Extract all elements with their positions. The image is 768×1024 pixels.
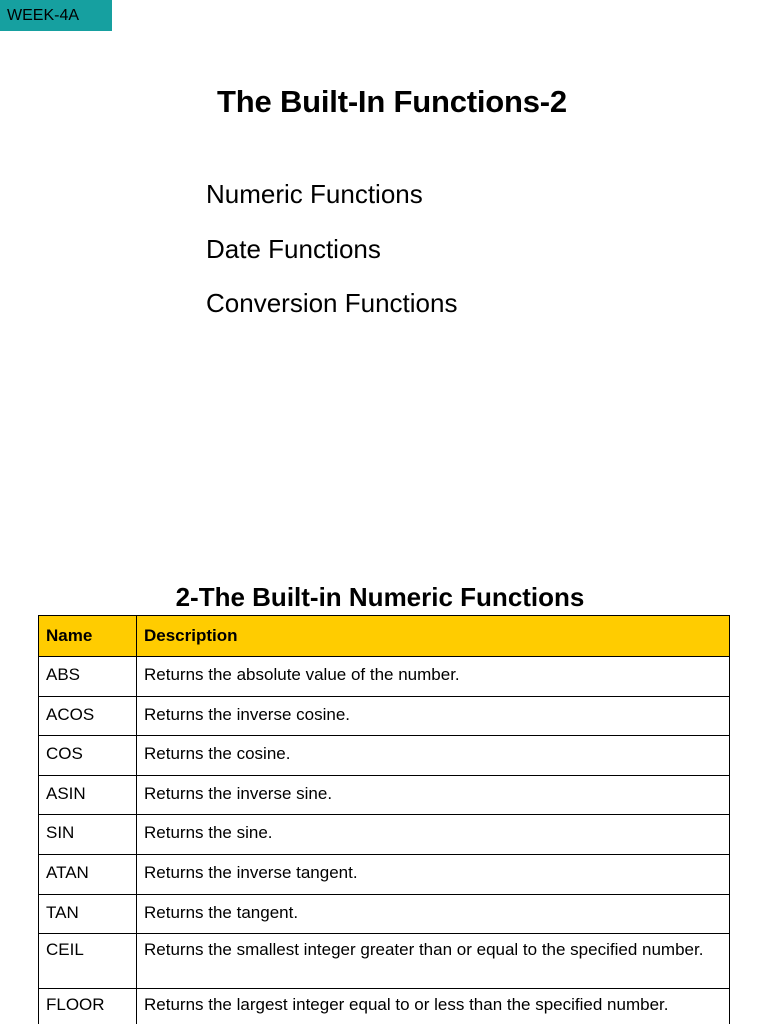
function-description: Returns the largest integer equal to or less than the specified number.: [137, 989, 730, 1024]
table-row: [39, 657, 730, 697]
topic-item-conversion: Conversion Functions: [206, 288, 458, 318]
week-tag: WEEK-4A: [0, 0, 112, 31]
function-description: Returns the inverse tangent.: [137, 854, 730, 894]
function-description: Returns the sine.: [137, 815, 730, 855]
function-name: SIN: [39, 815, 137, 855]
function-description: Returns the inverse sine.: [137, 775, 730, 815]
function-name: ATAN: [39, 854, 137, 894]
table-row: [39, 775, 730, 815]
function-name: FLOOR: [39, 989, 137, 1024]
table-row: [39, 696, 730, 736]
table-row: [39, 815, 730, 855]
table-row: [39, 854, 730, 894]
function-name: TAN: [39, 894, 137, 934]
function-description: Returns the smallest integer greater than or equal to the specified number.: [137, 934, 730, 989]
section-title: 2-The Built-in Numeric Functions: [175, 582, 585, 612]
table-row: [39, 989, 730, 1024]
column-header-description: Description: [137, 616, 730, 657]
functions-table: [38, 615, 730, 1024]
topic-item-date: Date Functions: [206, 233, 381, 264]
table-header-row: [39, 616, 730, 657]
topic-item-numeric: Numeric Functions: [206, 179, 423, 209]
function-name: ACOS: [39, 696, 137, 736]
function-name: ABS: [39, 657, 137, 697]
slide-title: The Built-In Functions-2: [217, 84, 567, 119]
function-name: CEIL: [39, 934, 137, 989]
table-row: [39, 736, 730, 776]
function-name: COS: [39, 736, 137, 776]
function-description: Returns the absolute value of the number.: [137, 657, 730, 697]
column-header-name: Name: [39, 616, 137, 657]
topic-list: [206, 176, 457, 340]
table-row: [39, 934, 730, 989]
function-name: ASIN: [39, 775, 137, 815]
table-row: [39, 894, 730, 934]
function-description: Returns the inverse cosine.: [137, 696, 730, 736]
function-description: Returns the cosine.: [137, 736, 730, 776]
function-description: Returns the tangent.: [137, 894, 730, 934]
